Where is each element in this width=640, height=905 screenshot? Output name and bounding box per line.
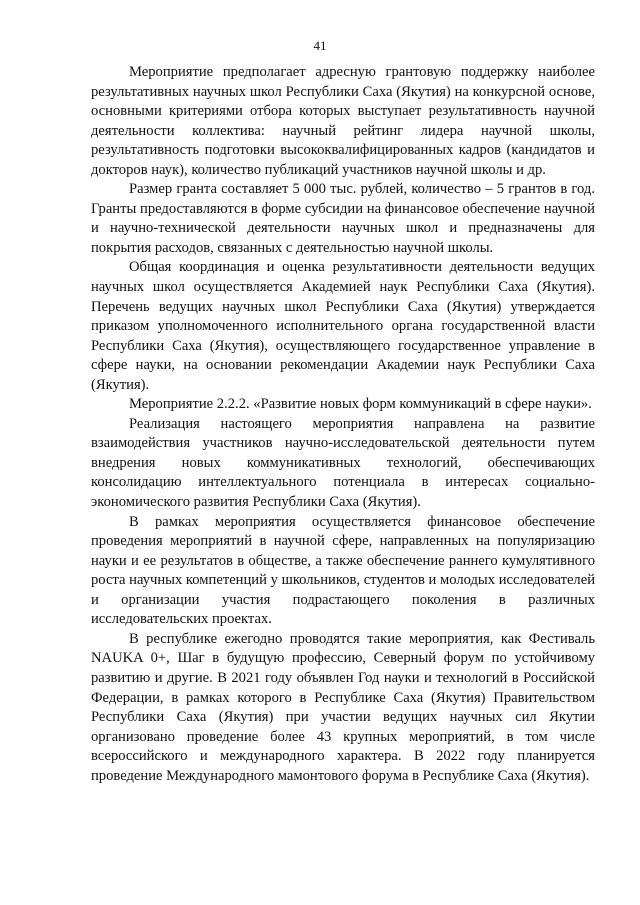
page-number: 41 [313,38,327,53]
paragraph-measure-heading: Мероприятие 2.2.2. «Развитие новых форм коммуникаций в сфере науки». [129,396,592,413]
document-body [91,63,595,786]
paragraph-implementation: Реализация настоящего мероприятия направлена на развитие взаимодействия участников научно-исследовательской деятельности путем внедрения новых коммуникативных технологий, обеспечивающих консолидацию интеллектуального потенциала в интересах социально-экономического развития Республики Саха (Якутия). [91,415,595,511]
paragraph-grant-size: Размер гранта составляет 5 000 тыс. рублей, количество – 5 грантов в год. Гранты предоставляются в форме субсидии на финансовое обеспечение научной и научно-технической деятельности научных школ и предназначены для покрытия расходов, связанных с деятельностью научной школы. [91,181,595,256]
paragraph-events: В республике ежегодно проводятся такие мероприятия, как Фестиваль NAUKA 0+, Шаг в будущую профессию, Северный форум по устойчивому развитию и другие. В 2021 году объявлен Год науки и технологий в Российской Федерации, в рамках которого в Республике Саха (Якутия) Правительством Республики Саха (Якутия) при участии ведущих научных сил Якутии организовано проведение более 43 крупных мероприятий, в том числе всероссийского и международного характера. В 2022 году планируется проведение Международного мамонтового форума в Республике Саха (Якутия). [91,630,595,784]
paragraph-financing: В рамках мероприятия осуществляется финансовое обеспечение проведения мероприятий в научной сфере, направленных на популяризацию науки и ее результатов в обществе, а также обеспечение раннего кумулятивного роста научных компетенций у школьников, студентов и молодых исследователей и организации участия подрастающего поколения в различных исследовательских проектах. [91,513,595,628]
paragraph-grant-support: Мероприятие предполагает адресную грантовую поддержку наиболее результативных научных школ Республики Саха (Якутия) на конкурсной основе, основными критериями отбора которых выступает результативность научной деятельности коллектива: научный рейтинг лидера научной школы, результативность подготовки высококвалифицированных кадров (кандидатов и докторов наук), количество публикаций участников научной школы и др. [91,64,595,178]
paragraph-coordination: Общая координация и оценка результативности деятельности ведущих научных школ осуществляется Академией наук Республики Саха (Якутия). Перечень ведущих научных школ Республики Саха (Якутия) утверждается приказом уполномоченного исполнительного органа государственной власти Республики Саха (Якутия), осуществляющего государственное управление в сфере науки, на основании рекомендации Академии наук Республики Саха (Якутия). [91,259,595,393]
